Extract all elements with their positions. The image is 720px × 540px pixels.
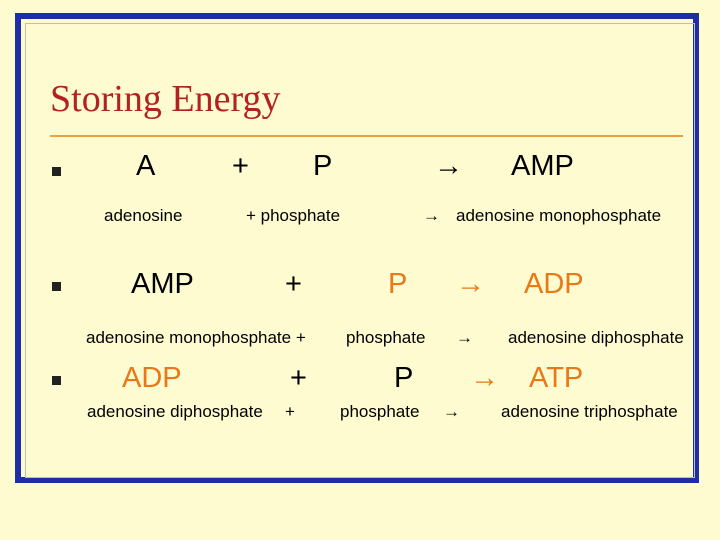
row3-sub-plus: +	[285, 402, 295, 421]
row2-product: ADP	[524, 268, 584, 300]
bullet-1-icon	[52, 167, 61, 176]
row1-reactant-a: A	[136, 150, 156, 182]
row2-sub-arrow-icon: →	[456, 328, 473, 347]
row3-sub-arrow-icon: →	[443, 402, 460, 421]
row1-reactant-p: P	[313, 150, 333, 182]
row1-arrow-icon: →	[434, 150, 463, 182]
row3-plus: +	[290, 362, 307, 394]
row1-sub-plus-phosphate: + phosphate	[246, 206, 341, 225]
row2-sub-product: adenosine diphosphate	[508, 328, 684, 347]
row1-product: AMP	[511, 150, 574, 182]
row3-product: ATP	[529, 362, 584, 394]
row3-reactant-p: P	[394, 362, 414, 394]
title-underline	[50, 135, 683, 137]
row2-reactant-amp: AMP	[131, 268, 194, 300]
slide-title: Storing Energy	[50, 78, 281, 120]
row3-arrow-icon: →	[470, 362, 499, 394]
row3-sub-phosphate: phosphate	[340, 402, 420, 421]
row2-sub-reactant-a: adenosine monophosphate +	[86, 328, 306, 347]
row1-plus: +	[232, 150, 249, 182]
row1-sub-product: adenosine monophosphate	[456, 206, 662, 225]
bullet-2-icon	[52, 282, 61, 291]
row2-sub-phosphate: phosphate	[346, 328, 426, 347]
row3-reactant-adp: ADP	[122, 362, 182, 394]
row2-plus: +	[285, 268, 302, 300]
row2-arrow-icon: →	[456, 268, 485, 300]
row1-sub-reactant-a: adenosine	[104, 206, 183, 225]
row3-sub-product: adenosine triphosphate	[501, 402, 678, 421]
bullet-3-icon	[52, 376, 61, 385]
row3-sub-reactant-a: adenosine diphosphate	[87, 402, 263, 421]
row2-reactant-p: P	[388, 268, 408, 300]
row1-sub-arrow-icon: →	[423, 206, 440, 225]
